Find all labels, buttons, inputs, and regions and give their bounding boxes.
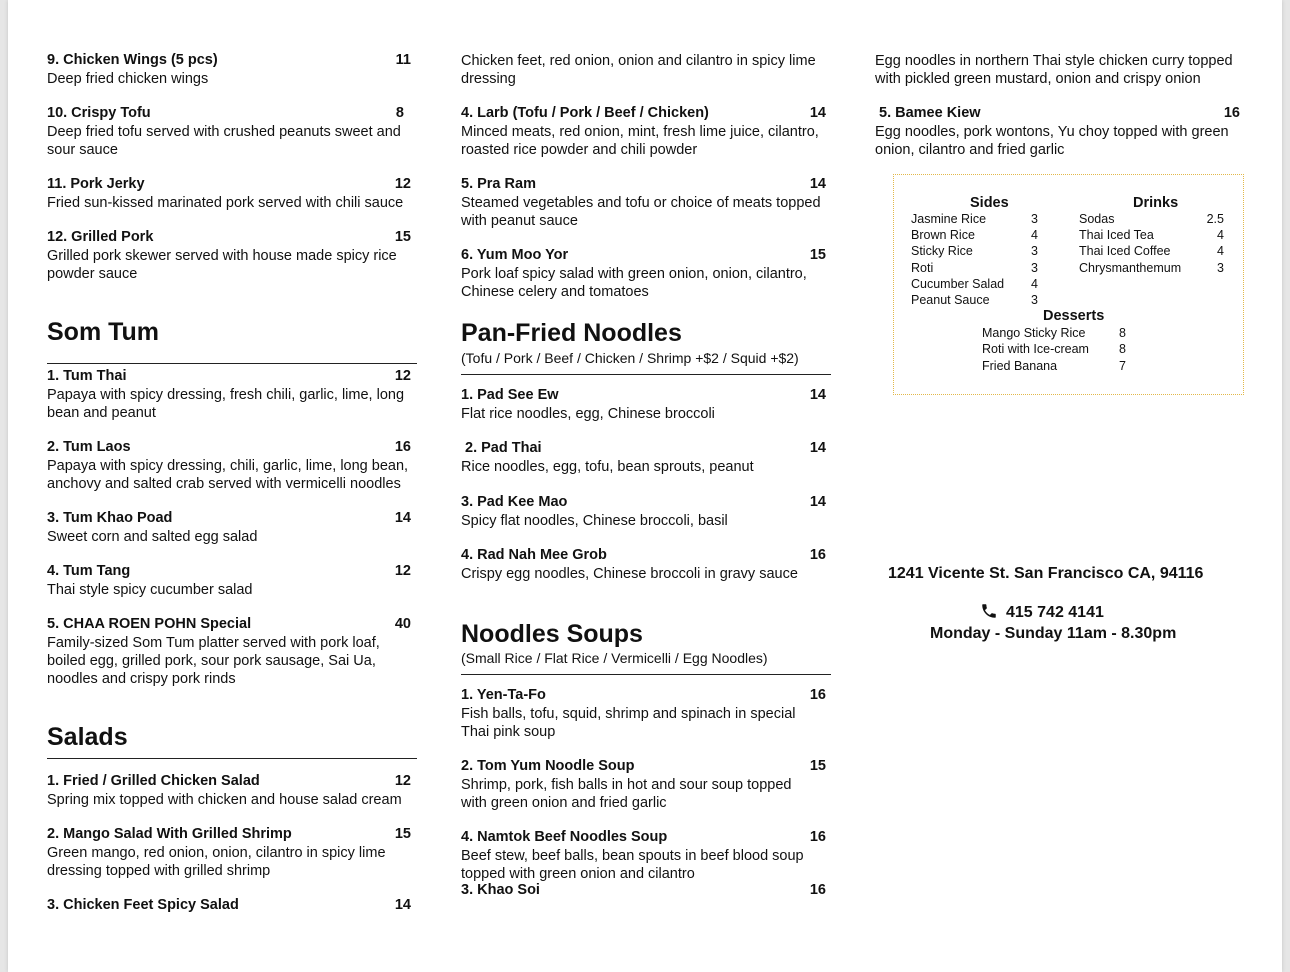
menu-item-desc: sour sauce bbox=[47, 142, 118, 158]
menu-item-name: 10. Crispy Tofu bbox=[47, 105, 151, 121]
menu-item-desc: topped with green onion and cilantro bbox=[461, 866, 695, 882]
drink-name: Thai Iced Tea bbox=[1079, 228, 1154, 242]
menu-item-desc: Spicy flat noodles, Chinese broccoli, basil bbox=[461, 513, 728, 529]
menu-item-desc: Shrimp, pork, fish balls in hot and sour soup topped bbox=[461, 777, 792, 793]
section-divider bbox=[461, 674, 831, 675]
side-name: Sticky Rice bbox=[911, 244, 973, 258]
menu-item-price: 40 bbox=[394, 616, 411, 632]
menu-item-desc: Steamed vegetables and tofu or choice of meats topped bbox=[461, 195, 821, 211]
menu-item-desc: Fish balls, tofu, squid, shrimp and spinach in special bbox=[461, 706, 796, 722]
section-heading-som-tum: Som Tum bbox=[47, 318, 160, 346]
menu-item-price: 15 bbox=[809, 247, 826, 263]
side-price: 3 bbox=[1031, 244, 1038, 258]
section-note: (Tofu / Pork / Beef / Chicken / Shrimp +$2 / Squid +$2) bbox=[461, 350, 799, 366]
menu-item-desc: Flat rice noodles, egg, Chinese broccoli bbox=[461, 406, 715, 422]
menu-item-price: 11 bbox=[395, 52, 411, 68]
menu-item-desc: Rice noodles, egg, tofu, bean sprouts, peanut bbox=[461, 459, 754, 475]
dessert-price: 7 bbox=[1119, 359, 1126, 373]
menu-item-name: 1. Yen-Ta-Fo bbox=[461, 687, 546, 703]
menu-item-price: 16 bbox=[809, 687, 826, 703]
drink-price: 4 bbox=[1217, 244, 1224, 258]
menu-item-name: 2. Tom Yum Noodle Soup bbox=[461, 758, 635, 774]
menu-item-price: 12 bbox=[394, 563, 411, 579]
menu-item-desc: Green mango, red onion, onion, cilantro in spicy lime bbox=[47, 845, 386, 861]
phone-icon bbox=[979, 602, 999, 625]
menu-item-price: 14 bbox=[394, 510, 411, 526]
menu-item-name: 4. Namtok Beef Noodles Soup bbox=[461, 829, 668, 845]
side-name: Roti bbox=[911, 261, 934, 275]
menu-item-name: 3. Pad Kee Mao bbox=[461, 494, 568, 510]
menu-item-desc: Deep fried chicken wings bbox=[47, 71, 209, 87]
dessert-price: 8 bbox=[1119, 342, 1126, 356]
section-divider bbox=[461, 374, 831, 375]
menu-item-desc: Beef stew, beef balls, bean spouts in beef blood soup bbox=[461, 848, 804, 864]
menu-item-desc: with peanut sauce bbox=[461, 213, 578, 229]
menu-item-name: 12. Grilled Pork bbox=[47, 229, 154, 245]
menu-item-desc: Sweet corn and salted egg salad bbox=[47, 529, 258, 545]
menu-item-desc: anchovy and salted crab served with vermicelli noodles bbox=[47, 476, 401, 492]
menu-item-name: 1. Fried / Grilled Chicken Salad bbox=[47, 773, 260, 789]
menu-item-name: 5. Bamee Kiew bbox=[879, 105, 981, 121]
side-name: Jasmine Rice bbox=[911, 212, 987, 226]
menu-item-price: 14 bbox=[809, 387, 826, 403]
side-price: 4 bbox=[1031, 228, 1038, 242]
section-divider bbox=[47, 758, 417, 759]
menu-item-name: 11. Pork Jerky bbox=[47, 176, 145, 192]
menu-item-name: 3. Chicken Feet Spicy Salad bbox=[47, 897, 239, 913]
drink-price: 3 bbox=[1217, 261, 1224, 275]
menu-item-price: 12 bbox=[394, 368, 411, 384]
menu-item-price: 15 bbox=[394, 826, 411, 842]
restaurant-phone: 415 742 4141 bbox=[1006, 604, 1104, 621]
menu-item-name: 1. Pad See Ew bbox=[461, 387, 559, 403]
menu-item-price: 14 bbox=[809, 176, 826, 192]
drink-price: 2.5 bbox=[1206, 212, 1224, 226]
menu-item-price: 12 bbox=[394, 176, 411, 192]
menu-item-desc: boiled egg, grilled pork, sour pork sausage, Sai Ua, bbox=[47, 653, 376, 669]
menu-item-name: 4. Larb (Tofu / Pork / Beef / Chicken) bbox=[461, 105, 709, 121]
side-price: 3 bbox=[1031, 212, 1038, 226]
desserts-heading: Desserts bbox=[1043, 308, 1105, 324]
menu-item-desc: Fried sun-kissed marinated pork served with chili sauce bbox=[47, 195, 404, 211]
side-name: Peanut Sauce bbox=[911, 293, 990, 307]
menu-item-desc: Pork loaf spicy salad with green onion, onion, cilantro, bbox=[461, 266, 807, 282]
menu-item-desc: Papaya with spicy dressing, fresh chili, garlic, lime, long bbox=[47, 387, 405, 403]
menu-item-desc: powder sauce bbox=[47, 266, 138, 282]
restaurant-hours: Monday - Sunday 11am - 8.30pm bbox=[930, 625, 1177, 642]
menu-item-name: 1. Tum Thai bbox=[47, 368, 127, 384]
dessert-price: 8 bbox=[1119, 326, 1126, 340]
menu-item-desc: dressing bbox=[461, 71, 516, 87]
menu-item-desc: with pickled green mustard, onion and crispy onion bbox=[875, 71, 1201, 87]
menu-item-desc: Spring mix topped with chicken and house salad cream bbox=[47, 792, 402, 808]
menu-item-name: 2. Tum Laos bbox=[47, 439, 131, 455]
dessert-name: Fried Banana bbox=[982, 359, 1058, 373]
menu-item-price: 16 bbox=[394, 439, 411, 455]
menu-item-name: 4. Tum Tang bbox=[47, 563, 131, 579]
menu-item-desc: Crispy egg noodles, Chinese broccoli in gravy sauce bbox=[461, 566, 798, 582]
menu-item-name: 6. Yum Moo Yor bbox=[461, 247, 569, 263]
menu-item-desc: Minced meats, red onion, mint, fresh lime juice, cilantro, bbox=[461, 124, 819, 140]
menu-item-price: 16 bbox=[809, 882, 826, 898]
menu-item-name: 5. Pra Ram bbox=[461, 176, 536, 192]
menu-item-desc: bean and peanut bbox=[47, 405, 156, 421]
menu-item-desc: Grilled pork skewer served with house made spicy rice bbox=[47, 248, 397, 264]
side-price: 4 bbox=[1031, 277, 1038, 291]
side-price: 3 bbox=[1031, 261, 1038, 275]
menu-item-price: 16 bbox=[1223, 105, 1240, 121]
menu-item-desc: onion, cilantro and fried garlic bbox=[875, 142, 1065, 158]
restaurant-address: 1241 Vicente St. San Francisco CA, 94116 bbox=[888, 565, 1204, 582]
menu-page bbox=[8, 0, 1282, 972]
side-name: Brown Rice bbox=[911, 228, 975, 242]
section-heading-pan-fried-noodles: Pan-Fried Noodles bbox=[461, 319, 682, 347]
menu-item-price: 14 bbox=[809, 494, 826, 510]
menu-item-price: 14 bbox=[809, 440, 826, 456]
menu-item-desc: Egg noodles, pork wontons, Yu choy topped with green bbox=[875, 124, 1229, 140]
drink-price: 4 bbox=[1217, 228, 1224, 242]
menu-item-desc: dressing topped with grilled shrimp bbox=[47, 863, 271, 879]
menu-item-price: 16 bbox=[809, 547, 826, 563]
menu-item-desc: Deep fried tofu served with crushed peanuts sweet and bbox=[47, 124, 401, 140]
menu-item-desc: roasted rice powder and chili powder bbox=[461, 142, 698, 158]
menu-item-name: 3. Khao Soi bbox=[461, 882, 540, 898]
section-note: (Small Rice / Flat Rice / Vermicelli / Egg Noodles) bbox=[461, 650, 768, 666]
sides-heading: Sides bbox=[970, 195, 1009, 211]
menu-item-desc: Egg noodles in northern Thai style chicken curry topped bbox=[875, 53, 1233, 69]
menu-item-name: 2. Mango Salad With Grilled Shrimp bbox=[47, 826, 292, 842]
drink-name: Chrysmanthemum bbox=[1079, 261, 1182, 275]
menu-item-name: 9. Chicken Wings (5 pcs) bbox=[47, 52, 218, 68]
drink-name: Sodas bbox=[1079, 212, 1115, 226]
drinks-heading: Drinks bbox=[1133, 195, 1179, 211]
section-heading-noodles-soups: Noodles Soups bbox=[461, 620, 643, 648]
menu-item-price: 14 bbox=[394, 897, 411, 913]
menu-item-desc: Chicken feet, red onion, onion and cilantro in spicy lime bbox=[461, 53, 816, 69]
section-divider bbox=[47, 363, 417, 364]
dessert-name: Roti with Ice-cream bbox=[982, 342, 1089, 356]
menu-item-name: 5. CHAA ROEN POHN Special bbox=[47, 616, 252, 632]
menu-item-price: 12 bbox=[394, 773, 411, 789]
side-price: 3 bbox=[1031, 293, 1038, 307]
menu-item-price: 14 bbox=[809, 105, 826, 121]
menu-item-desc: Thai style spicy cucumber salad bbox=[47, 582, 253, 598]
dessert-name: Mango Sticky Rice bbox=[982, 326, 1086, 340]
menu-item-name: 2. Pad Thai bbox=[465, 440, 542, 456]
menu-item-desc: Chinese celery and tomatoes bbox=[461, 284, 649, 300]
menu-item-name: 3. Tum Khao Poad bbox=[47, 510, 173, 526]
menu-item-desc: Family-sized Som Tum platter served with pork loaf, bbox=[47, 635, 380, 651]
menu-item-desc: Papaya with spicy dressing, chili, garlic, lime, long bean, bbox=[47, 458, 409, 474]
section-heading-salads: Salads bbox=[47, 723, 128, 751]
menu-item-desc: with green onion and fried garlic bbox=[461, 795, 667, 811]
menu-item-price: 8 bbox=[395, 105, 404, 121]
side-name: Cucumber Salad bbox=[911, 277, 1005, 291]
menu-item-price: 16 bbox=[809, 829, 826, 845]
menu-item-name: 4. Rad Nah Mee Grob bbox=[461, 547, 607, 563]
drink-name: Thai Iced Coffee bbox=[1079, 244, 1171, 258]
menu-item-price: 15 bbox=[394, 229, 411, 245]
menu-item-desc: noodles and crispy pork rinds bbox=[47, 671, 236, 687]
menu-item-desc: Thai pink soup bbox=[461, 724, 556, 740]
menu-item-price: 15 bbox=[809, 758, 826, 774]
